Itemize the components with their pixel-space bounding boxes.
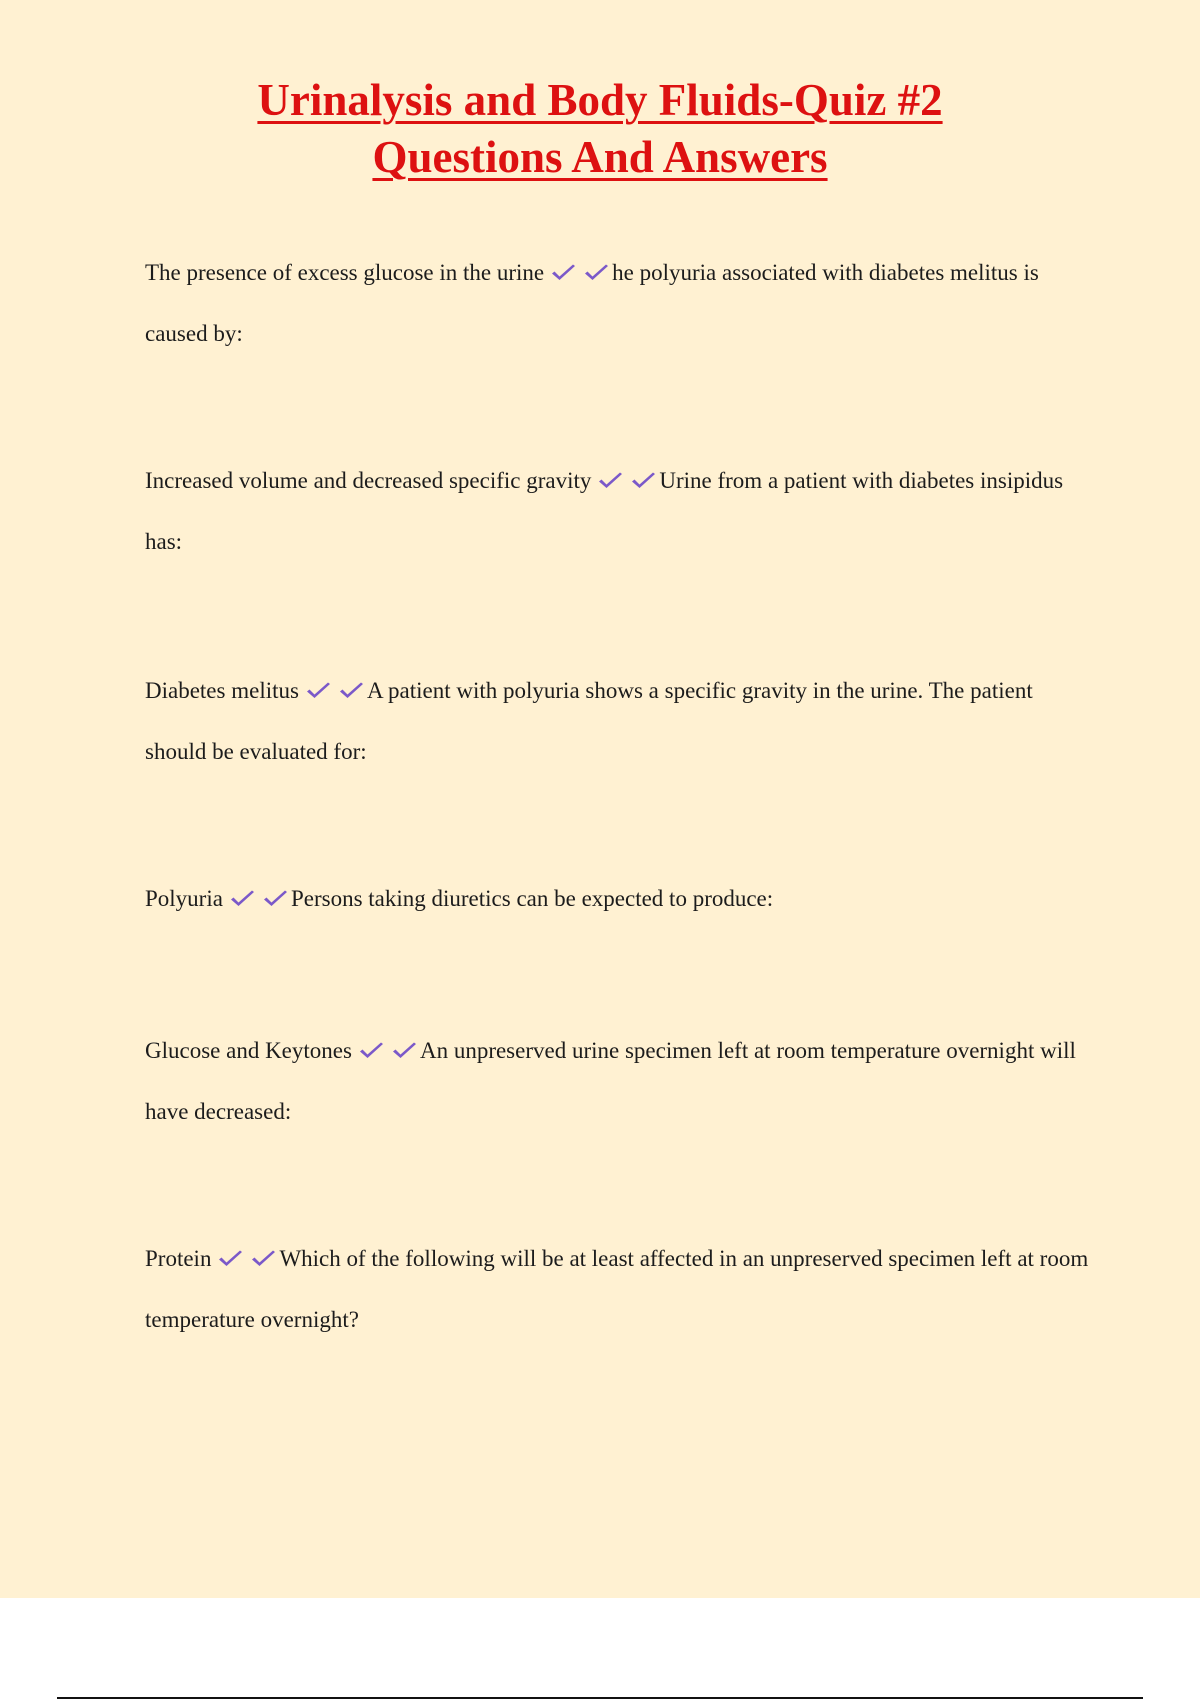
checkmark-icon <box>597 471 624 491</box>
question-text: Urine from a patient with diabetes insipidus has: <box>145 468 1064 554</box>
question-text: Persons taking diuretics can be expected to produce: <box>290 886 774 911</box>
checkmark-icon <box>550 263 577 283</box>
checkmark-icon <box>630 471 657 491</box>
question-text: he polyuria associated with diabetes melitus is caused by: <box>145 260 1039 346</box>
checkmark-icon <box>262 889 289 909</box>
checkmark-icon <box>250 1249 277 1269</box>
double-check <box>358 1038 418 1063</box>
qa-item-1 <box>145 242 1090 364</box>
checkmark-icon <box>358 1041 385 1061</box>
answer-text: Glucose and Keytones <box>145 1038 352 1063</box>
answer-text: The presence of excess glucose in the urine <box>145 260 545 285</box>
double-check <box>229 886 289 911</box>
answer-text: Increased volume and decreased specific gravity <box>145 468 592 493</box>
qa-item-2 <box>145 450 1090 572</box>
answer-text: Protein <box>145 1246 212 1271</box>
double-check <box>597 468 657 493</box>
qa-item-5 <box>145 1020 1090 1142</box>
qa-item-6 <box>145 1228 1090 1350</box>
checkmark-icon <box>305 681 332 701</box>
question-text: Which of the following will be at least affected in an unpreserved specimen left at room temperature overnight? <box>145 1246 1089 1332</box>
checkmark-icon <box>338 681 365 701</box>
page-title <box>0 72 1200 186</box>
footer-rule <box>57 1697 1143 1699</box>
answer-text: Diabetes melitus <box>145 678 299 703</box>
double-check <box>305 678 365 703</box>
checkmark-icon <box>583 263 610 283</box>
qa-item-4 <box>145 868 1090 929</box>
title-line-2: Questions And Answers <box>372 132 828 182</box>
answer-text: Polyuria <box>145 886 223 911</box>
qa-item-3 <box>145 660 1090 782</box>
title-line-1: Urinalysis and Body Fluids-Quiz #2 <box>257 75 943 125</box>
checkmark-icon <box>391 1041 418 1061</box>
double-check <box>217 1246 277 1271</box>
double-check <box>550 260 610 285</box>
checkmark-icon <box>217 1249 244 1269</box>
checkmark-icon <box>229 889 256 909</box>
question-text: An unpreserved urine specimen left at room temperature overnight will have decreased: <box>145 1038 1076 1124</box>
question-text: A patient with polyuria shows a specific gravity in the urine. The patient should be evaluated for: <box>145 678 1033 764</box>
